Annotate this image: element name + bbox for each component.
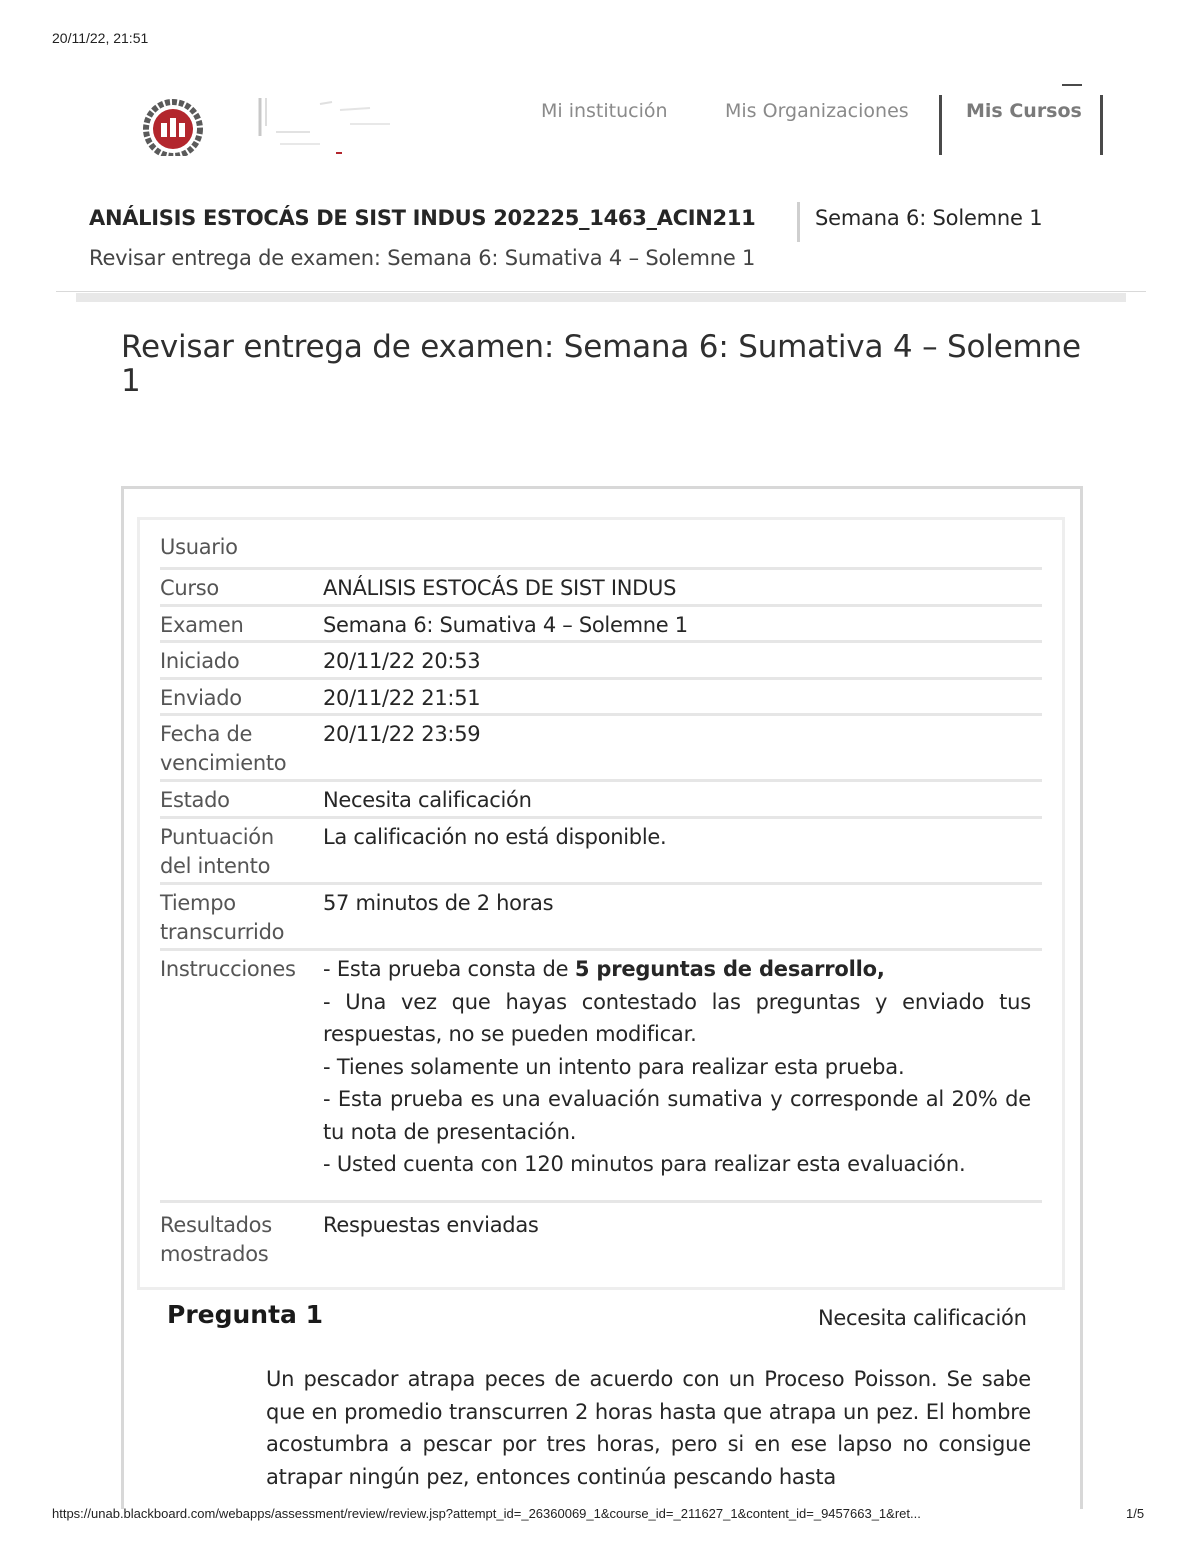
instruction-line: - Usted cuenta con 120 minutos para realizar esta evaluación. <box>323 1152 966 1176</box>
course-title[interactable]: ANÁLISIS ESTOCÁS DE SIST INDUS 202225_1463_ACIN211 <box>89 206 756 230</box>
nav-divider-left <box>939 95 942 155</box>
instruction-line <box>323 953 1031 986</box>
header-shadow-bar <box>76 293 1126 302</box>
detail-row-instructions <box>160 948 1042 1203</box>
detail-label: Estado <box>160 788 230 812</box>
detail-label: Examen <box>160 613 244 637</box>
print-footer-url: https://unab.blackboard.com/webapps/assessment/review/review.jsp?attempt_id=_26360069_1&course_id=_211627_1&content_id=_9457663_1&ret... <box>52 1506 921 1521</box>
nav-my-organizations[interactable]: Mis Organizaciones <box>725 100 909 122</box>
detail-label: Instrucciones <box>160 957 296 981</box>
detail-value: Necesita calificación <box>323 788 532 812</box>
detail-label: Curso <box>160 576 219 600</box>
detail-row-started <box>160 640 1042 677</box>
question-grading-status: Necesita calificación <box>818 1306 1027 1330</box>
detail-label: Puntuación del intento <box>160 825 274 878</box>
university-logo-emblem[interactable] <box>141 96 205 156</box>
instruction-line: - Tienes solamente un intento para realizar esta prueba. <box>323 1054 905 1079</box>
detail-value: La calificación no está disponible. <box>323 825 667 849</box>
detail-value: ANÁLISIS ESTOCÁS DE SIST INDUS <box>323 576 677 600</box>
print-page-number: 1/5 <box>1126 1506 1145 1521</box>
detail-value: 57 minutos de 2 horas <box>323 891 554 915</box>
detail-row-attempt-score <box>160 816 1042 883</box>
nav-my-institution[interactable]: Mi institución <box>541 100 668 122</box>
breadcrumb: Revisar entrega de examen: Semana 6: Sumativa 4 – Solemne 1 <box>89 246 756 270</box>
question-title: Pregunta 1 <box>167 1300 324 1329</box>
detail-row-status <box>160 779 1042 817</box>
detail-row-user <box>160 533 1042 567</box>
detail-row-results-shown <box>160 1200 1042 1267</box>
nav-active-indicator <box>1062 84 1082 86</box>
instruction-line: - Una vez que hayas contestado las preguntas y enviado tus respuestas, no se pueden modificar. <box>323 989 1031 1046</box>
detail-row-due-date <box>160 713 1042 780</box>
detail-value: 20/11/22 20:53 <box>323 649 481 673</box>
instruction-line-emphasis: 5 preguntas de desarrollo, <box>574 957 885 981</box>
detail-value: 20/11/22 23:59 <box>323 722 481 746</box>
detail-value: Semana 6: Sumativa 4 – Solemne 1 <box>323 613 688 637</box>
detail-label: Iniciado <box>160 649 240 673</box>
detail-label: Fecha de vencimiento <box>160 722 287 775</box>
print-datetime: 20/11/22, 21:51 <box>52 30 149 46</box>
detail-row-exam <box>160 604 1042 641</box>
detail-label: Tiempo transcurrido <box>160 891 285 944</box>
header-divider <box>797 202 800 242</box>
detail-label: Usuario <box>160 535 238 559</box>
nav-my-courses[interactable]: Mis Cursos <box>966 100 1082 122</box>
detail-label: Resultados mostrados <box>160 1213 272 1266</box>
detail-value: Respuestas enviadas <box>323 1213 539 1237</box>
detail-value: 20/11/22 21:51 <box>323 686 481 710</box>
nav-divider-right <box>1100 95 1103 155</box>
instructions-text <box>323 953 1031 1181</box>
instruction-line: - Esta prueba es una evaluación sumativa y corresponde al 20% de tu nota de presentación. <box>323 1087 1031 1144</box>
header-rule <box>56 291 1146 292</box>
detail-row-time-elapsed <box>160 882 1042 949</box>
detail-row-submitted <box>160 677 1042 714</box>
detail-row-course <box>160 567 1042 608</box>
university-logo-wordmark <box>250 92 400 156</box>
question-text: Un pescador atrapa peces de acuerdo con un Proceso Poisson. Se sabe que en promedio transcurren 2 horas hasta que atrapa un pez. El hombre acostumbra a pescar por tres horas, pero si en ese lapso no consigue atrapar ningún pez, entonces continúa pescando hasta <box>266 1367 1031 1489</box>
detail-label: Enviado <box>160 686 242 710</box>
page-title: Revisar entrega de examen: Semana 6: Sumativa 4 – Solemne 1 <box>121 329 1081 399</box>
instruction-line-prefix: - Esta prueba consta de <box>323 957 575 981</box>
course-week-link[interactable]: Semana 6: Solemne 1 <box>815 206 1043 230</box>
